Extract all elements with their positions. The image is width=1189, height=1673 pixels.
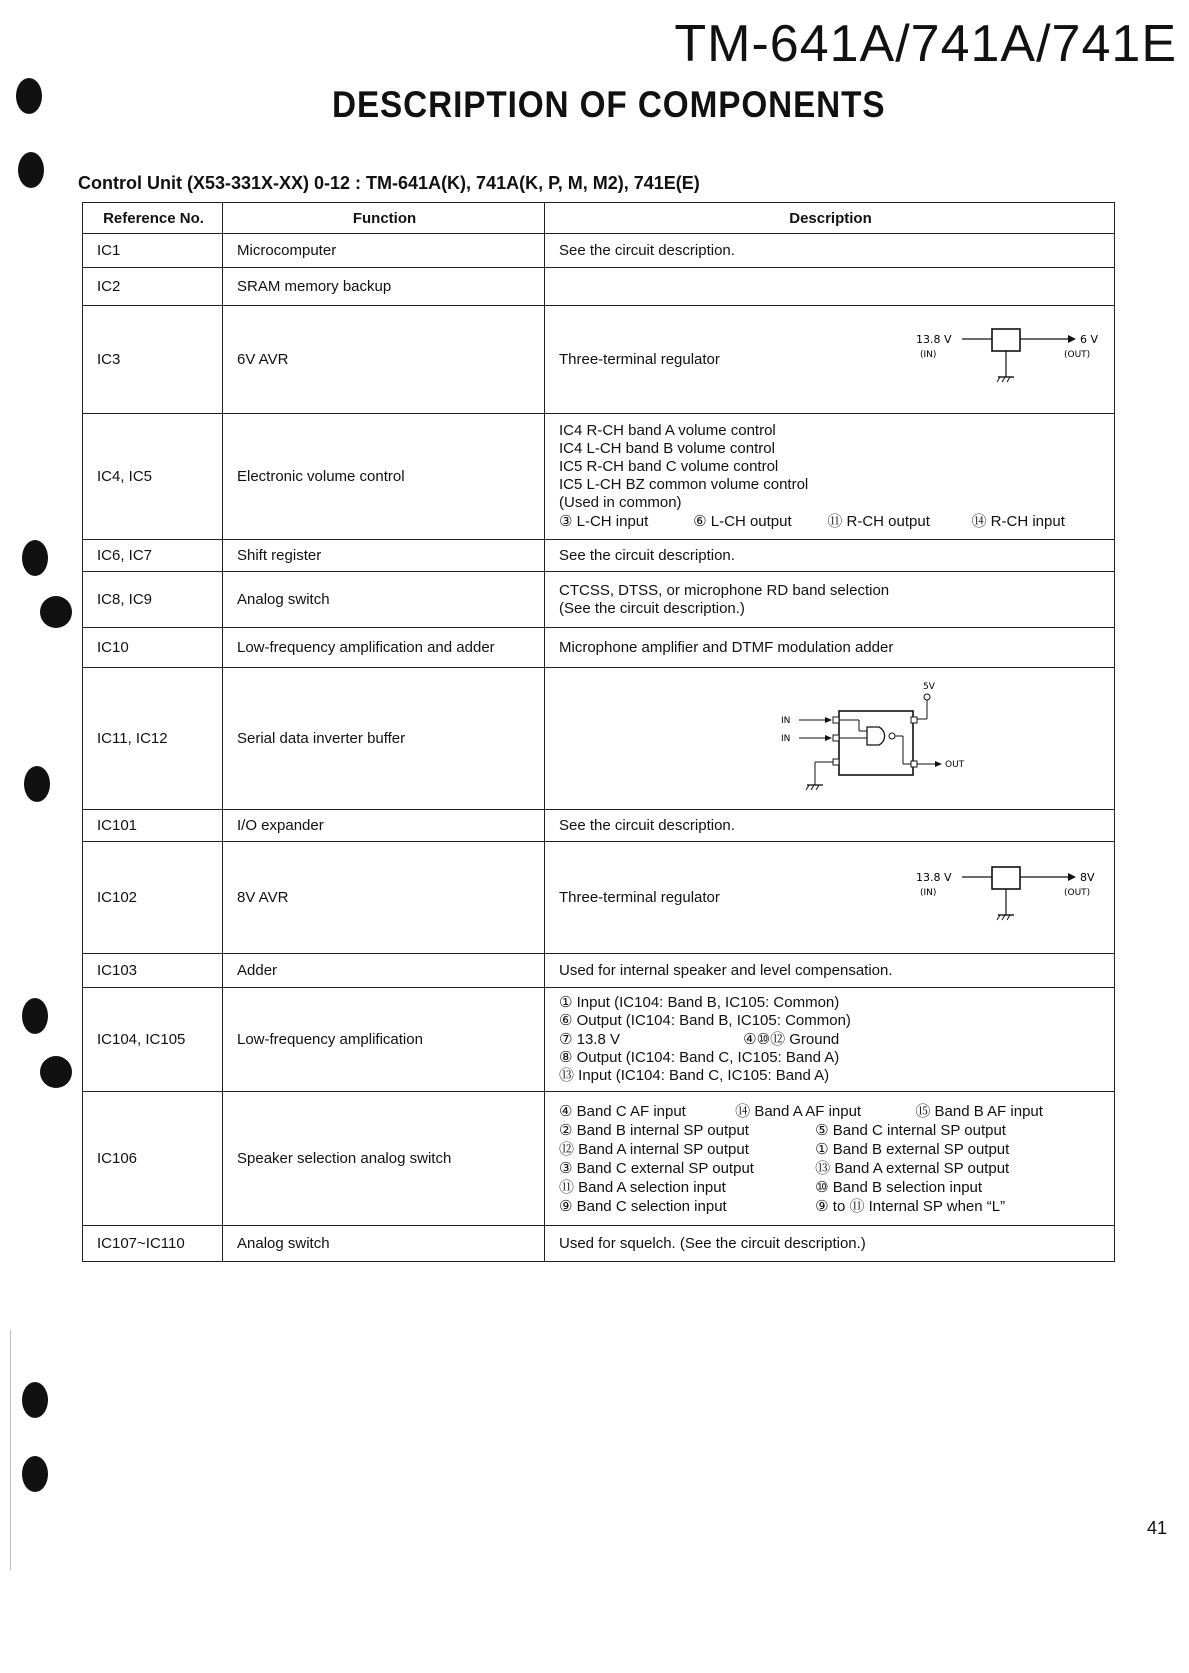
reference-cell: IC106 [83, 1092, 223, 1226]
function-cell: Analog switch [223, 1226, 545, 1262]
pin-list [559, 1178, 1102, 1197]
pin-item: ④ Band C AF input [559, 1102, 686, 1120]
function-cell: 8V AVR [223, 842, 545, 954]
description-line: IC4 L-CH band B volume control [559, 440, 775, 457]
output-voltage-label: 6 V [1080, 332, 1099, 346]
pin-list [559, 1140, 1102, 1159]
pin-item: ⑦ 13.8 V [559, 1031, 620, 1048]
description-cell: Used for internal speaker and level compensation. [545, 954, 1115, 988]
pin-list [559, 1197, 1102, 1216]
pin-item: ⑪ R-CH output [827, 513, 930, 530]
table-row [83, 414, 1115, 540]
pin-list [559, 1121, 1102, 1140]
pin-item: ③ Band C external SP output [559, 1159, 754, 1177]
output-arrow [1068, 873, 1076, 881]
function-cell: 6V AVR [223, 306, 545, 414]
input-label: (IN) [920, 349, 937, 360]
ground-symbol [1002, 915, 1005, 920]
function-cell: Analog switch [223, 572, 545, 628]
description-line: (Used in common) [559, 494, 682, 511]
pin [911, 761, 917, 767]
model-number: TM-641A/741A/741E [674, 15, 1177, 73]
table-row [83, 572, 1115, 628]
table-row [83, 268, 1115, 306]
output-arrow [1068, 335, 1076, 343]
ground-symbol [816, 785, 819, 790]
pin-list [559, 1102, 1102, 1121]
reference-cell: IC6, IC7 [83, 540, 223, 572]
function-cell: Electronic volume control [223, 414, 545, 540]
description-line: IC5 R-CH band C volume control [559, 458, 779, 475]
page-number: 41 [1147, 1518, 1168, 1538]
pin-list [559, 512, 1102, 531]
binder-hole [22, 1456, 48, 1492]
pin-item: ④⑩⑫ Ground [743, 1031, 840, 1048]
function-cell: Adder [223, 954, 545, 988]
reference-cell: IC10 [83, 628, 223, 668]
table-row [83, 1092, 1115, 1226]
pin-item: ⑮ Band B AF input [915, 1102, 1043, 1120]
output-voltage-label: 8V [1080, 870, 1095, 884]
pin-list [559, 1030, 1102, 1049]
input-arrow [825, 735, 832, 741]
description-cell: Microphone amplifier and DTMF modulation adder [545, 628, 1115, 668]
function-cell: SRAM memory backup [223, 268, 545, 306]
binder-hole [18, 152, 44, 188]
function-cell: Microcomputer [223, 234, 545, 268]
input-voltage-label: 13.8 V [916, 332, 952, 346]
ground-symbol [811, 785, 814, 790]
input-voltage-label: 13.8 V [916, 870, 952, 884]
table-row [83, 988, 1115, 1092]
vcc-label: 5V [923, 681, 935, 692]
pin-item: ⑫ Band A internal SP output [559, 1140, 749, 1158]
reference-cell: IC103 [83, 954, 223, 988]
pin-item: ⑧ Output (IC104: Band C, IC105: Band A) [559, 1049, 840, 1066]
input-arrow [825, 717, 832, 723]
pin-item: ⑭ R-CH input [971, 513, 1065, 530]
binder-hole [22, 1382, 48, 1418]
table-header-row [83, 203, 1115, 234]
table-row [83, 810, 1115, 842]
pin [833, 735, 839, 741]
column-header-description: Description [545, 203, 1115, 234]
pin-item: ⑤ Band C internal SP output [815, 1121, 1006, 1139]
reference-cell: IC1 [83, 234, 223, 268]
description-cell [545, 268, 1115, 306]
pin [833, 759, 839, 765]
reference-cell: IC102 [83, 842, 223, 954]
ground-symbol [806, 785, 809, 790]
function-cell: Low-frequency amplification and adder [223, 628, 545, 668]
description-cell: See the circuit description. [545, 810, 1115, 842]
ground-symbol [997, 377, 1000, 382]
function-cell: Shift register [223, 540, 545, 572]
pin-item: ⑬ Input (IC104: Band C, IC105: Band A) [559, 1067, 830, 1084]
binder-hole [22, 540, 48, 576]
output-label: (OUT) [1064, 349, 1091, 360]
pin [911, 717, 917, 723]
page-title: DESCRIPTION OF COMPONENTS [332, 84, 886, 125]
binder-hole [40, 1056, 72, 1088]
ground-symbol [997, 915, 1000, 920]
reference-cell: IC101 [83, 810, 223, 842]
ground-symbol [1002, 377, 1005, 382]
description-line: IC4 R-CH band A volume control [559, 422, 776, 439]
table-row [83, 628, 1115, 668]
nand-gate-bubble [889, 733, 895, 739]
pin-item: ⑥ Output (IC104: Band B, IC105: Common) [559, 1012, 851, 1029]
output-arrow [935, 761, 942, 767]
pin-item: ② Band B internal SP output [559, 1121, 749, 1139]
table-row [83, 668, 1115, 810]
description-cell [545, 414, 1115, 540]
function-cell: I/O expander [223, 810, 545, 842]
table-row [83, 842, 1115, 954]
description-cell: See the circuit description. [545, 234, 1115, 268]
pin-item: ⑨ Band C selection input [559, 1197, 727, 1215]
input-label: IN [781, 715, 791, 726]
table-row [83, 234, 1115, 268]
pin-item: ⑥ L-CH output [693, 513, 792, 530]
pin-item: ⑭ Band A AF input [735, 1102, 862, 1120]
function-cell: Serial data inverter buffer [223, 668, 545, 810]
function-cell: Low-frequency amplification [223, 988, 545, 1092]
ground-symbol [1007, 377, 1010, 382]
pin-item: ① Input (IC104: Band B, IC105: Common) [559, 994, 840, 1011]
description-line: IC5 L-CH BZ common volume control [559, 476, 809, 493]
pin-item: ⑨ to ⑪ Internal SP when “L” [815, 1197, 1006, 1215]
binder-hole [24, 766, 50, 802]
pin-item: ⑪ Band A selection input [559, 1178, 726, 1196]
reference-cell: IC104, IC105 [83, 988, 223, 1092]
description-text: Three-terminal regulator [559, 351, 720, 368]
ground-symbol [1007, 915, 1010, 920]
description-text: Three-terminal regulator [559, 889, 720, 906]
reference-cell: IC3 [83, 306, 223, 414]
pin-list [559, 1159, 1102, 1178]
inverter-buffer-diagram [769, 679, 989, 799]
binder-hole [16, 78, 42, 114]
reference-cell: IC107~IC110 [83, 1226, 223, 1262]
pin-item: ⑬ Band A external SP output [815, 1159, 1010, 1177]
output-label: OUT [945, 759, 965, 770]
table-row [83, 306, 1115, 414]
binder-hole [40, 596, 72, 628]
pin-item: ⑩ Band B selection input [815, 1178, 983, 1196]
description-cell [545, 842, 1115, 954]
regulator-ic-symbol [992, 329, 1020, 351]
description-cell [545, 988, 1115, 1092]
binder-hole [22, 998, 48, 1034]
components-table [82, 202, 1115, 1262]
regulator-ic-symbol [992, 867, 1020, 889]
function-cell: Speaker selection analog switch [223, 1092, 545, 1226]
output-label: (OUT) [1064, 887, 1091, 898]
pin [833, 717, 839, 723]
reference-cell: IC4, IC5 [83, 414, 223, 540]
input-label: IN [781, 733, 791, 744]
vcc-terminal [924, 694, 930, 700]
column-header-function: Function [223, 203, 545, 234]
pin-item: ③ L-CH input [559, 513, 649, 530]
table-row [83, 954, 1115, 988]
pin-item: ① Band B external SP output [815, 1140, 1010, 1158]
description-cell [545, 306, 1115, 414]
table-row [83, 1226, 1115, 1262]
description-cell [545, 1092, 1115, 1226]
description-cell: See the circuit description. [545, 540, 1115, 572]
regulator-diagram [892, 327, 1102, 393]
nand-gate-symbol [867, 727, 885, 745]
margin-line [10, 1330, 11, 1570]
description-cell: Used for squelch. (See the circuit description.) [545, 1226, 1115, 1262]
description-cell [545, 668, 1115, 810]
description-line: CTCSS, DTSS, or microphone RD band selection [559, 581, 890, 599]
description-line: (See the circuit description.) [559, 599, 745, 617]
description-cell [545, 572, 1115, 628]
section-subtitle: Control Unit (X53-331X-XX) 0-12 : TM-641A(K), 741A(K, P, M, M2), 741E(E) [78, 173, 700, 193]
regulator-diagram [892, 865, 1102, 931]
reference-cell: IC11, IC12 [83, 668, 223, 810]
input-label: (IN) [920, 887, 937, 898]
table-row [83, 540, 1115, 572]
reference-cell: IC2 [83, 268, 223, 306]
reference-cell: IC8, IC9 [83, 572, 223, 628]
column-header-reference: Reference No. [83, 203, 223, 234]
